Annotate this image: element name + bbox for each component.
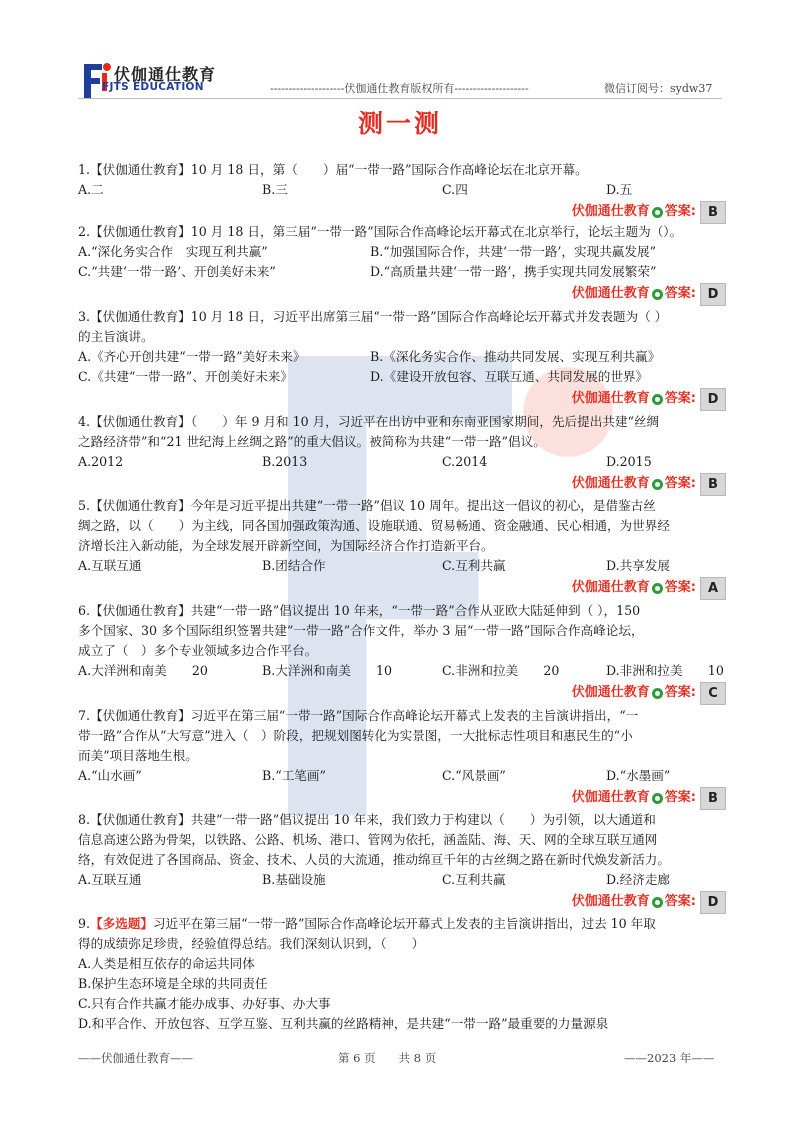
question-7	[78, 706, 726, 809]
option-d: D.“水墨画”	[606, 768, 671, 783]
answer-label: 答案:	[664, 286, 696, 301]
option-c: C.只有合作共赢才能办成事、办好事、办大事	[78, 996, 331, 1011]
answer-line	[78, 682, 726, 704]
brand-dot-icon	[652, 479, 663, 490]
answer-brand: 伏伽通仕教育	[571, 476, 650, 491]
option-a: A.二	[78, 182, 104, 197]
question-stem: 3.【伏伽通仕教育】10 月 18 日，习近平出席第三届“一带一路”国际合作高峰论坛开幕式并发表题为（ ）	[78, 309, 668, 324]
option-b: B.保护生态环境是全球的共同责任	[78, 976, 268, 991]
options-row	[78, 870, 726, 890]
question-3	[78, 307, 726, 410]
question-stem: 1.【伏伽通仕教育】10 月 18 日，第（ ）届“一带一路”国际合作高峰论坛在北京开幕。	[78, 162, 588, 177]
option-b: B.三	[262, 182, 288, 197]
option-d: D.《建设开放包容、互联互通、共同发展的世界》	[370, 369, 649, 384]
question-9	[78, 914, 726, 1034]
page-number: 第 6 页 共 8 页	[338, 1051, 437, 1065]
page-title: 测一测	[357, 109, 442, 138]
option-d: D.共享发展	[606, 558, 671, 573]
option-a: A.“深化务实合作 实现互利共赢”	[78, 244, 268, 259]
option-a: A.《齐心开创共建“一带一路”美好未来》	[78, 349, 306, 364]
answer-value: D	[700, 283, 726, 306]
option-a: A.人类是相互依存的命运共同体	[78, 956, 255, 971]
logo-f-icon	[78, 60, 114, 100]
logo-text-en: FJTS EDUCATION	[102, 81, 204, 93]
answer-value: D	[700, 388, 726, 411]
brand-dot-icon	[652, 289, 663, 300]
question-stem: 信息高速公路为骨架，以铁路、公路、机场、港口、管网为依托，涵盖陆、海、天、网的全球互联互通网	[78, 832, 658, 847]
answer-value: B	[700, 201, 726, 224]
option-a: A.互联互通	[78, 558, 142, 573]
option-b: B.2013	[262, 454, 308, 469]
answer-label: 答案:	[664, 685, 696, 700]
brand-dot-icon	[652, 793, 663, 804]
answer-label: 答案:	[664, 204, 696, 219]
question-stem: 络，有效促进了各国商品、资金、技术、人员的大流通，推动绵亘千年的古丝绸之路在新时代焕发新活力。	[78, 852, 670, 867]
answer-value: D	[700, 891, 726, 914]
option-c: C.“风景画”	[442, 768, 506, 783]
question-stem: 8.【伏伽通仕教育】共建“一带一路”倡议提出 10 年来，我们致力于构建以（ ）为引领，以大通道和	[78, 812, 656, 827]
question-stem: 6.【伏伽通仕教育】共建“一带一路”倡议提出 10 年来，“一带一路”合作从亚欧大陆延伸到（ ），150	[78, 603, 641, 618]
answer-brand: 伏伽通仕教育	[571, 286, 650, 301]
answer-brand: 伏伽通仕教育	[571, 894, 650, 909]
answer-line	[78, 473, 726, 495]
answer-brand: 伏伽通仕教育	[571, 580, 650, 595]
question-stem: 绸之路，以（ ）为主线，同各国加强政策沟通、设施联通、贸易畅通、资金融通、民心相通，为世界经	[78, 518, 670, 533]
option-c: C.非洲和拉美 20	[442, 663, 560, 678]
answer-line	[78, 283, 726, 305]
options-row	[78, 262, 726, 282]
brand-dot-icon	[652, 583, 663, 594]
answer-line	[78, 577, 726, 599]
question-stem: 7.【伏伽通仕教育】习近平在第三届“一带一路”国际合作高峰论坛开幕式上发表的主旨演讲指出，“一	[78, 708, 639, 723]
option-b: B.基础设施	[262, 872, 326, 887]
answer-label: 答案:	[664, 476, 696, 491]
question-5	[78, 496, 726, 599]
brand-dot-icon	[652, 688, 663, 699]
option-d: D.非洲和拉美 10	[606, 663, 724, 678]
header-divider	[78, 98, 722, 99]
options-row	[78, 347, 726, 367]
question-stem: 得的成绩弥足珍贵，经验值得总结。我们深刻认识到，（ ）	[78, 936, 425, 951]
answer-brand: 伏伽通仕教育	[571, 204, 650, 219]
option-b: B.“工笔画”	[262, 768, 326, 783]
answer-line	[78, 201, 726, 223]
option-a: A.2012	[78, 454, 124, 469]
question-stem: 济增长注入新动能，为全球发展开辟新空间，为国际经济合作打造新平台。	[78, 538, 494, 553]
answer-label: 答案:	[664, 894, 696, 909]
options-row	[78, 180, 726, 200]
brand-dot-icon	[652, 394, 663, 405]
brand-dot-icon	[652, 207, 663, 218]
question-6	[78, 601, 726, 704]
question-stem: 成立了（ ）多个专业领域多边合作平台。	[78, 643, 318, 658]
question-number: 9.	[78, 916, 91, 931]
question-2	[78, 222, 726, 305]
options-row	[78, 661, 726, 681]
brand-dot-icon	[652, 897, 663, 908]
option-b: B.“加强国际合作，共建‘一带一路’，实现共赢发展”	[370, 244, 657, 259]
question-stem	[78, 914, 726, 934]
answer-value: B	[700, 787, 726, 810]
option-a: A.大洋洲和南美 20	[78, 663, 208, 678]
question-stem: 而美”项目落地生根。	[78, 748, 198, 763]
question-4	[78, 412, 726, 495]
answer-value: B	[700, 473, 726, 496]
option-c: C.互利共赢	[442, 558, 506, 573]
options-row	[78, 766, 726, 786]
answer-brand: 伏伽通仕教育	[571, 391, 650, 406]
option-a: A.互联互通	[78, 872, 142, 887]
wechat-account: 微信订阅号：sydw37	[604, 82, 713, 95]
footer-left: ——伏伽通仕教育——	[78, 1051, 193, 1065]
option-b: B.《深化务实合作、推动共同发展、实现互利共赢》	[370, 349, 661, 364]
answer-label: 答案:	[664, 790, 696, 805]
answer-brand: 伏伽通仕教育	[571, 685, 650, 700]
option-b: B.大洋洲和南美 10	[262, 663, 393, 678]
answer-line	[78, 388, 726, 410]
answer-line	[78, 787, 726, 809]
question-stem: 带一路”合作从“大写意”进入（ ）阶段，把规划图转化为实景图，一大批标志性项目和惠民生的“小	[78, 728, 633, 743]
answer-value: A	[700, 577, 726, 600]
option-b: B.团结合作	[262, 558, 326, 573]
option-d: D.和平合作、开放包容、互学互鉴、互利共赢的丝路精神，是共建“一带一路”最重要的力量源泉	[78, 1016, 609, 1031]
question-stem-text: 习近平在第三届“一带一路”国际合作高峰论坛开幕式上发表的主旨演讲指出，过去 10 年取	[153, 916, 656, 931]
options-row	[78, 556, 726, 576]
question-8	[78, 810, 726, 913]
answer-label: 答案:	[664, 580, 696, 595]
option-c: C.四	[442, 182, 468, 197]
question-1	[78, 160, 726, 223]
question-stem: 多个国家、30 多个国际组织签署共建“一带一路”合作文件，举办 3 届“一带一路”国际合作高峰论坛，	[78, 623, 644, 638]
option-d: D.2015	[606, 454, 652, 469]
logo-text-cn: 伏伽通仕教育	[114, 65, 217, 84]
copyright-notice: --------------------伏伽通仕教育版权所有--------------------	[270, 82, 529, 95]
option-c: C.2014	[442, 454, 488, 469]
option-d: D.“高质量共建‘一带一路’，携手实现共同发展繁荣”	[370, 264, 657, 279]
question-stem: 5.【伏伽通仕教育】今年是习近平提出共建“一带一路”倡议 10 周年。提出这一倡议的初心，是借鉴古丝	[78, 498, 656, 513]
options-row	[78, 452, 726, 472]
option-c: C.“共建‘一带一路’、开创美好未来”	[78, 264, 276, 279]
question-stem: 2.【伏伽通仕教育】10 月 18 日，第三届“一带一路”国际合作高峰论坛开幕式在北京举行，论坛主题为（）。	[78, 224, 683, 239]
question-stem: 的主旨演讲。	[78, 329, 154, 344]
brand-logo	[78, 60, 228, 100]
footer-right: ——2023 年——	[624, 1051, 715, 1065]
multi-select-tag: 【多选题】	[90, 916, 153, 931]
option-a: A.“山水画”	[78, 768, 142, 783]
answer-label: 答案:	[664, 391, 696, 406]
answer-value: C	[700, 682, 726, 705]
options-row	[78, 367, 726, 387]
question-stem: 之路经济带”和“21 世纪海上丝绸之路”的重大倡议。被简称为共建“一带一路”倡议。	[78, 434, 546, 449]
option-d: D.五	[606, 182, 633, 197]
question-stem: 4.【伏伽通仕教育】（ ）年 9 月和 10 月，习近平在出访中亚和东南亚国家期间，先后提出共建“丝绸	[78, 414, 660, 429]
answer-brand: 伏伽通仕教育	[571, 790, 650, 805]
option-c: C.互利共赢	[442, 872, 506, 887]
options-row	[78, 242, 726, 262]
options-list	[78, 954, 726, 1034]
answer-line	[78, 891, 726, 913]
option-d: D.经济走廊	[606, 872, 671, 887]
option-c: C.《共建“一带一路”、开创美好未来》	[78, 369, 293, 384]
